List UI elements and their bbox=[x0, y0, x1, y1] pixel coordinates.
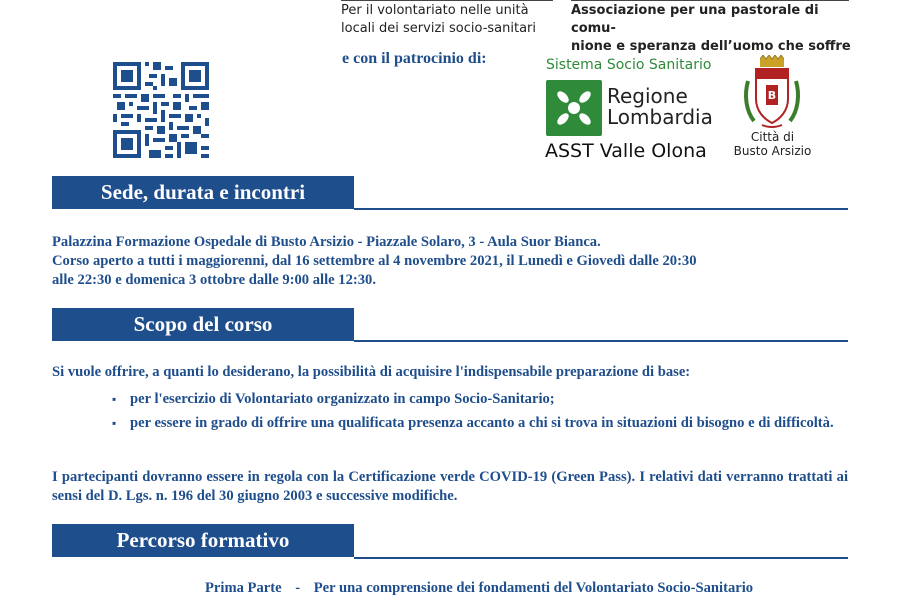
top-left-rule bbox=[341, 0, 553, 1]
comune-name-line-2: Busto Arsizio bbox=[733, 144, 812, 158]
regione-name bbox=[607, 86, 713, 128]
association-description-line-2: nione e speranza dell’uomo che soffre bbox=[571, 39, 851, 54]
top-right-rule bbox=[571, 0, 849, 1]
regione-name-line-2: Lombardia bbox=[607, 105, 713, 129]
part-label: Prima Parte bbox=[205, 580, 282, 596]
sede-text bbox=[52, 233, 852, 290]
section-header-scopo: Scopo del corso bbox=[52, 308, 354, 341]
avo-description-line-2: locali dei servizi socio-sanitari bbox=[341, 21, 536, 36]
section-header-percorso: Percorso formativo bbox=[52, 524, 354, 557]
bullet-marker: ▪ bbox=[112, 392, 117, 406]
part-separator: - bbox=[295, 580, 301, 596]
comune-name-line-1: Città di bbox=[750, 130, 795, 144]
sede-line-1: Palazzina Formazione Ospedale di Busto Arsizio - Piazzale Solaro, 3 - Aula Suor Bianca. bbox=[52, 234, 601, 250]
section-rule-percorso bbox=[354, 557, 848, 559]
section-rule-sede bbox=[354, 208, 848, 210]
sede-line-2: Corso aperto a tutti i maggiorenni, dal 16 settembre al 4 novembre 2021, il Lunedì e Giovedì dalle 20:30 bbox=[52, 253, 697, 269]
comune-name bbox=[725, 130, 820, 158]
regione-sistema-text: Sistema Socio Sanitario bbox=[546, 57, 712, 73]
avo-description-line-1: Per il volontariato nelle unità bbox=[341, 3, 529, 18]
association-description bbox=[571, 2, 851, 56]
scopo-bullet-1-text: per l'esercizio di Volontariato organizzato in campo Socio-Sanitario; bbox=[130, 391, 555, 407]
patronage-label: e con il patrocinio di: bbox=[342, 50, 487, 67]
avo-description bbox=[341, 2, 556, 38]
sede-line-3: alle 22:30 e domenica 3 ottobre dalle 9:00 alle 12:30. bbox=[52, 272, 376, 288]
crest-letter-text: B bbox=[767, 89, 777, 102]
bullet-marker: ▪ bbox=[112, 416, 117, 430]
association-description-line-1: Associazione per una pastorale di comu- bbox=[571, 3, 819, 36]
scopo-note: I partecipanti dovranno essere in regola con la Certificazione verde COVID-19 (Green Pass). I relativi dati verranno trattati ai sensi del D. Lgs. n. 196 del 30 giugno 2003 e successive modifiche. bbox=[52, 469, 848, 504]
section-rule-scopo bbox=[354, 340, 848, 342]
regione-name-line-1: Regione bbox=[607, 84, 688, 108]
crest-letter bbox=[742, 86, 802, 104]
part-title: Per una comprensione dei fondamenti del Volontariato Socio-Sanitario bbox=[313, 580, 754, 596]
qr-code bbox=[113, 62, 209, 158]
scopo-intro: Si vuole offrire, a quanti lo desiderano, la possibilità di acquisire l'indispensabile preparazione di base: bbox=[52, 364, 691, 380]
asst-name: ASST Valle Olona bbox=[545, 140, 707, 162]
scopo-bullet-2-text: per essere in grado di offrire una qualificata presenza accanto a chi si trova in situazioni di bisogno e di difficoltà. bbox=[130, 415, 834, 431]
regione-lombardia-logo-icon bbox=[546, 80, 602, 136]
section-header-sede: Sede, durata e incontri bbox=[52, 176, 354, 209]
percorso-part bbox=[205, 579, 855, 598]
